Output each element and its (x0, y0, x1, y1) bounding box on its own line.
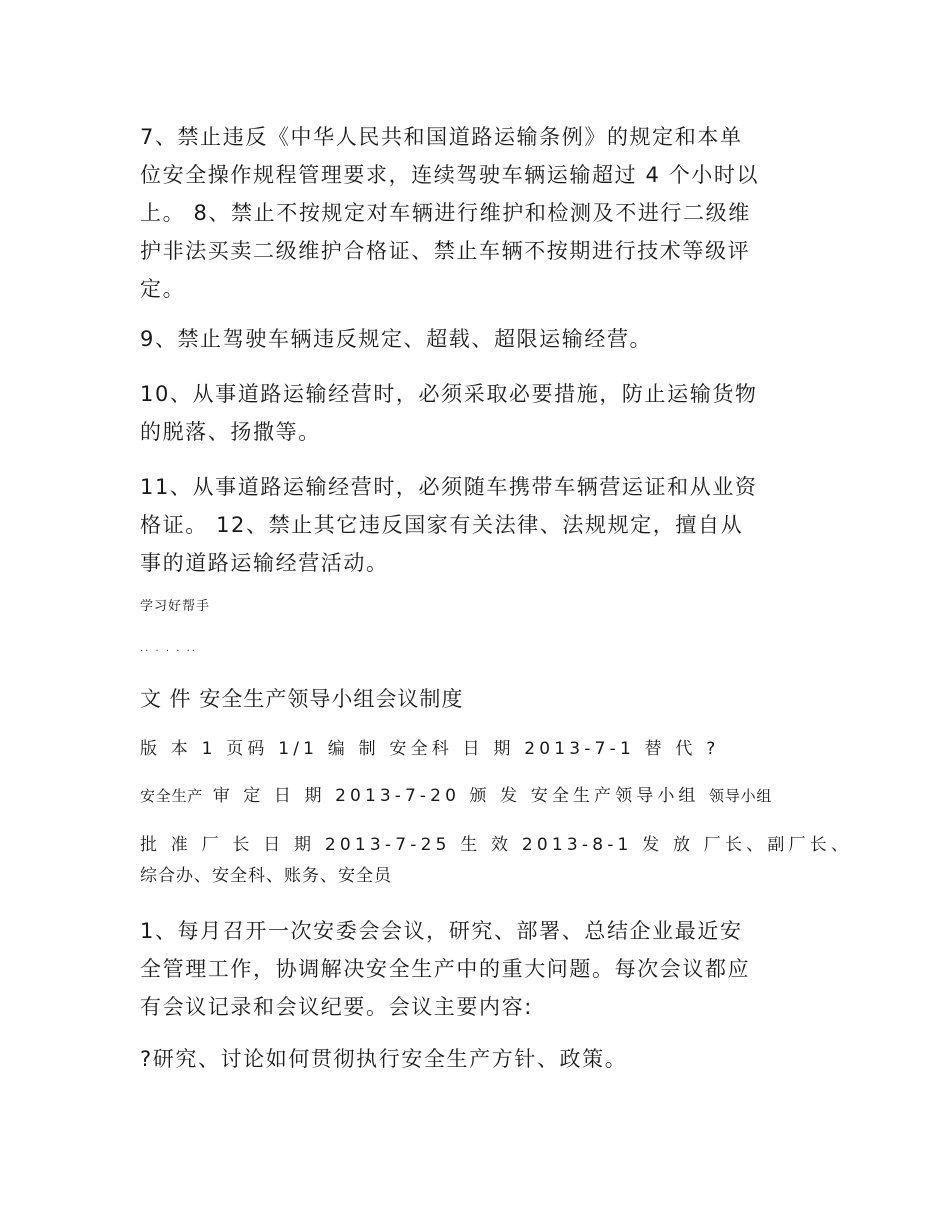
paragraph-rule-11-12 (140, 468, 820, 582)
doc-meta-review-line (140, 783, 820, 809)
text-line: 批 准 厂 长 日 期 2013-7-25 生 效 2013-8-1 发 放 厂长、副厂长、 (140, 835, 853, 855)
text-line: 1、每月召开一次安委会会议，研究、部署、总结企业最近安 (140, 919, 743, 943)
text-line: 全管理工作，协调解决安全生产中的重大问题。每次会议都应 (140, 957, 751, 981)
paragraph-meeting-1 (140, 912, 820, 1026)
text-line: 格证。 12、禁止其它违反国家有关法律、法规规定，擅自从 (140, 513, 744, 537)
bullet-item: ?研究、讨论如何贯彻执行安全生产方针、政策。 (140, 1047, 628, 1071)
text-line: 7、禁止违反《中华人民共和国道路运输条例》的规定和本单 (140, 125, 743, 149)
doc-meta-approval-lines (140, 830, 853, 892)
text-line: 综合办、安全科、账务、安全员 (140, 866, 392, 886)
paragraph-rule-9 (140, 320, 820, 358)
meta-label-small: 安全生产 (140, 787, 204, 805)
text-line: 11、从事道路运输经营时，必须随车携带车辆营运证和从业资 (140, 475, 758, 499)
text-line: 护非法买卖二级维护合格证、禁止车辆不按期进行技术等级评 (140, 239, 751, 263)
document-title: 文 件 安全生产领导小组会议制度 (140, 687, 464, 711)
text-line: 位安全操作规程管理要求，连续驾驶车辆运输超过 4 个小时以 (140, 163, 760, 187)
text-line: 有会议记录和会议纪要。会议主要内容: (140, 995, 533, 1019)
text-line: 的脱落、扬撒等。 (140, 420, 321, 444)
text-line: 10、从事道路运输经营时，必须采取必要措施，防止运输货物 (140, 382, 758, 406)
text-line: 定。 (140, 277, 186, 301)
separator-dots: .. . . . .. (140, 643, 197, 654)
doc-meta-version-line: 版 本 1 页码 1/1 编 制 安全科 日 期 2013-7-1 替 代 ? (140, 739, 720, 759)
text-line: 9、禁止驾驶车辆违反规定、超载、超限运输经营。 (140, 327, 653, 351)
paragraph-rule-10 (140, 375, 820, 451)
text-line: 事的道路运输经营活动。 (140, 551, 389, 575)
text-line: 上。 8、禁止不按规定对车辆进行维护和检测及不进行二级维 (140, 201, 751, 225)
watermark-text: 学习好帮手 (140, 599, 211, 614)
meta-label-small: 领导小组 (709, 787, 773, 805)
paragraph-rule-7-8 (140, 118, 820, 308)
meta-review-text: 审 定 日 期 2013-7-20 颁 发 安全生产领导小组 (203, 786, 710, 806)
